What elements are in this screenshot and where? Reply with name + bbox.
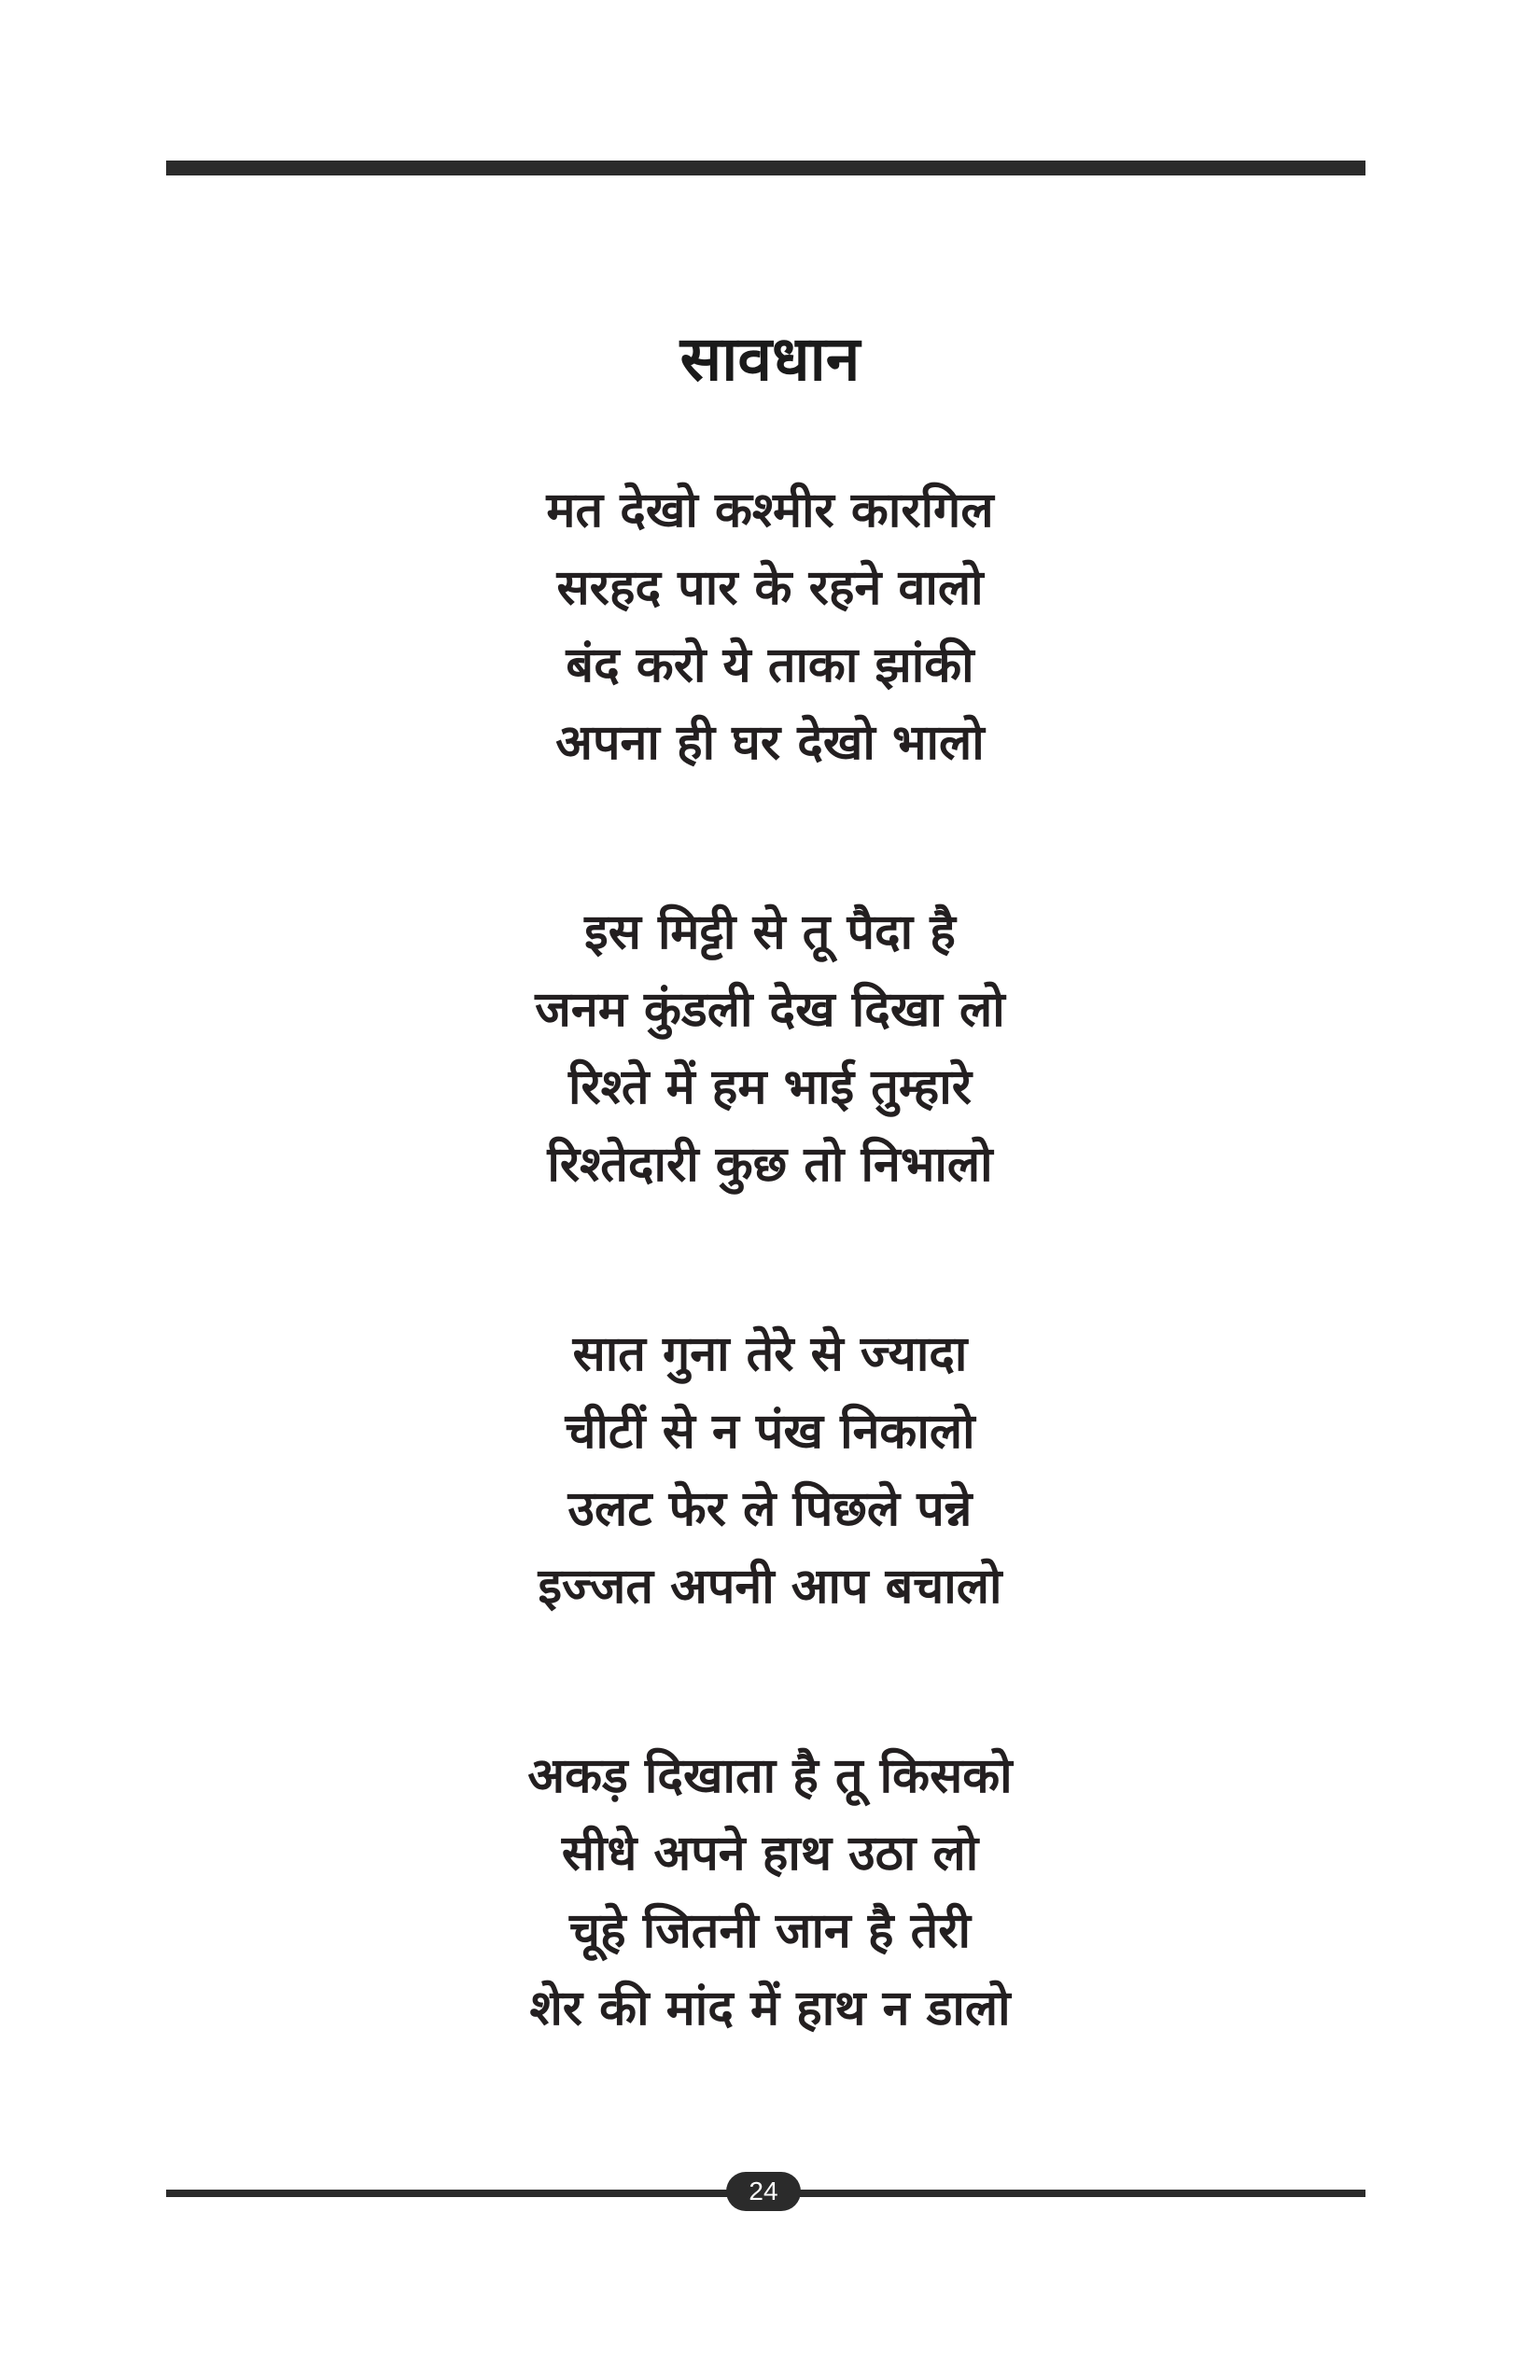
poem-line: अकड़ दिखाता है तू किसको: [527, 1747, 1013, 1804]
poem-body: [0, 471, 1540, 2159]
poem-line: उलट फेर ले पिछले पन्ने: [567, 1480, 973, 1537]
stanza-1: [0, 471, 1540, 781]
stanza-2: [0, 893, 1540, 1203]
page-number-badge: 24: [726, 2172, 801, 2211]
poem-line: सरहद पार के रहने वालो: [556, 559, 984, 616]
poem-line: रिश्ते में हम भाई तुम्हारे: [568, 1058, 972, 1115]
poem-line: चूहे जितनी जान है तेरी: [569, 1902, 971, 1959]
poem-line: सीधे अपने हाथ उठा लो: [561, 1825, 979, 1882]
poem-line: रिश्तेदारी कुछ तो निभालो: [547, 1136, 993, 1193]
poem-line: इस मिट्टी से तू पैदा है: [584, 903, 956, 960]
poem-line: चीटीं से न पंख निकालो: [565, 1403, 975, 1460]
poem-line: मत देखो कश्मीर कारगिल: [546, 482, 994, 539]
poem-line: अपना ही घर देखो भालो: [555, 714, 985, 771]
poem-line: सात गुना तेरे से ज्यादा: [572, 1325, 968, 1382]
poem-line: जनम कुंडली देख दिखा लो: [535, 981, 1005, 1038]
stanza-4: [0, 1737, 1540, 2047]
poem-line: इज्जत अपनी आप बचालो: [538, 1558, 1002, 1615]
poem-line: शेर की मांद में हाथ न डालो: [529, 1980, 1011, 2037]
poem-line: बंद करो ये ताका झांकी: [566, 637, 974, 693]
top-rule: [166, 161, 1365, 175]
poem-title: सावधान: [679, 323, 861, 395]
stanza-3: [0, 1315, 1540, 1625]
